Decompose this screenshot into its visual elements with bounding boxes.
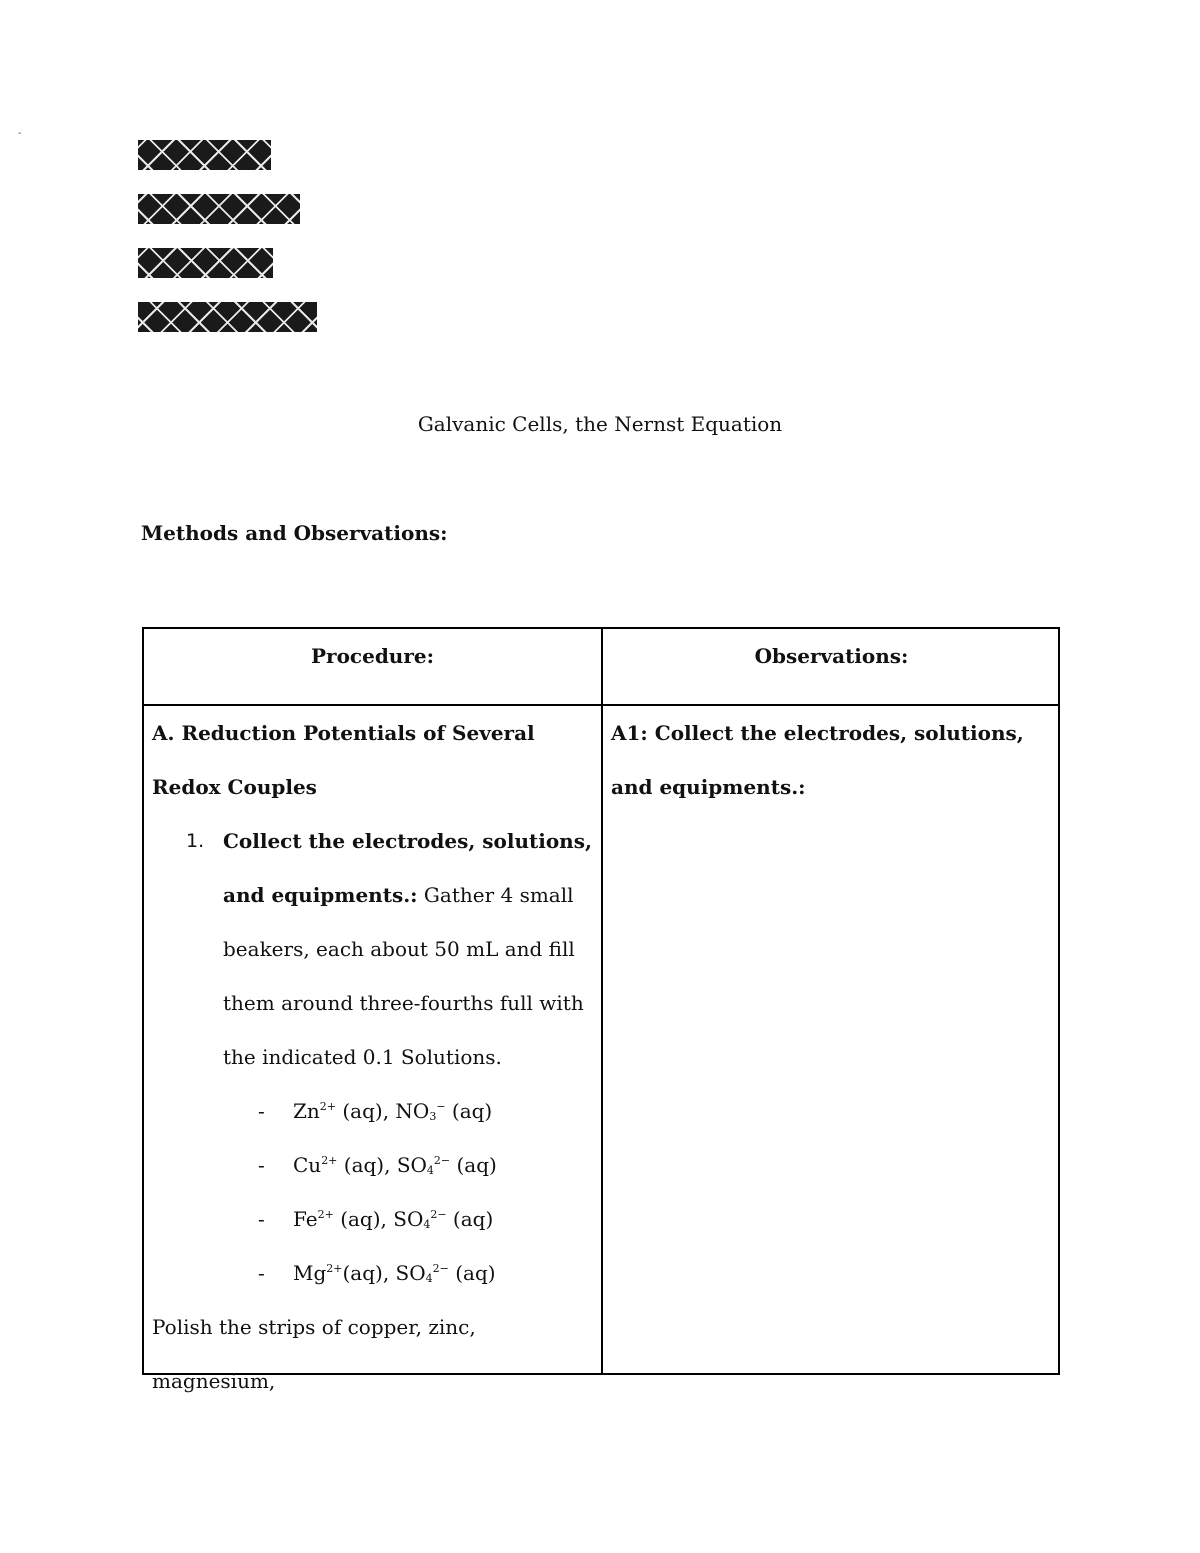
solution-item: - $Mg^{2+}(aq)$, $SO_4^{2-}$ (aq) xyxy=(152,1246,592,1300)
procedure-section-heading: A. Reduction Potentials of Several Redox Couples xyxy=(152,721,535,799)
bullet-dash: - xyxy=(258,1261,265,1285)
bullet-dash: - xyxy=(258,1153,265,1177)
procedure-cell xyxy=(152,706,592,1408)
column-divider xyxy=(601,629,603,1373)
procedure-continuation: Polish the strips of copper, zinc, magnesium, xyxy=(152,1315,476,1393)
observations-cell xyxy=(611,706,1051,814)
step-text: Gather 4 small beakers, each about 50 mL and fill them around three-fourths full with the indicated 0.1 Solutions. xyxy=(223,883,584,1069)
procedure-header: Procedure: xyxy=(311,644,434,668)
document-title: Galvanic Cells, the Nernst Equation xyxy=(417,412,783,436)
solution-item: - $Fe^{2+}$ (aq), $SO_4^{2-}$ (aq) xyxy=(152,1192,592,1246)
redacted-date xyxy=(138,248,273,278)
bullet-dash: - xyxy=(258,1099,265,1123)
redacted-author-name xyxy=(138,140,271,170)
methods-observations-table xyxy=(142,627,1060,1393)
solution-item: - $Zn^{2+}$ (aq), $NO_3^-$ (aq) xyxy=(152,1084,592,1138)
step-title: Collect the electrodes, solutions, and equipments.: xyxy=(223,829,592,907)
procedure-step-1 xyxy=(152,814,592,1084)
bullet-dash: - xyxy=(258,1207,265,1231)
solution-item: - $Cu^{2+}$ (aq), $SO_4^{2-}$ (aq) xyxy=(152,1138,592,1192)
redacted-course xyxy=(138,194,300,224)
observation-heading: A1: Collect the electrodes, solutions, and equipments.: xyxy=(611,721,1024,799)
observations-header: Observations: xyxy=(754,644,909,668)
step-number: 1. xyxy=(186,830,205,852)
redacted-instructor xyxy=(138,302,317,332)
section-heading: Methods and Observations: xyxy=(141,521,448,545)
page-mark: - xyxy=(18,128,22,139)
